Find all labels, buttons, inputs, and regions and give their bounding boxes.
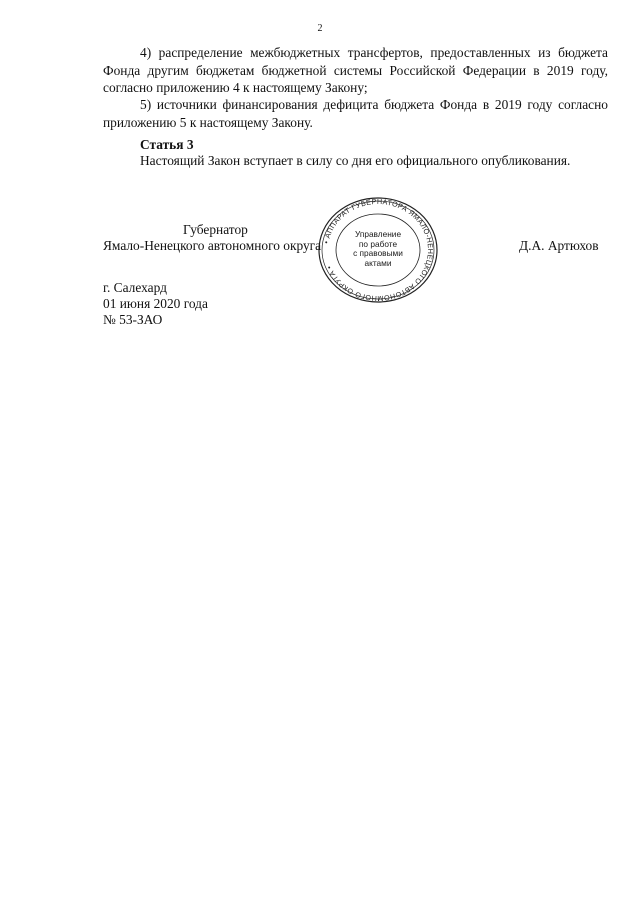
paragraph-5: 5) источники финансирования дефицита бюджета Фонда в 2019 году согласно приложению 5 к настоящему Закону. — [103, 97, 608, 130]
seal-inner-line: Управление — [354, 229, 402, 239]
paragraph-4: 4) распределение межбюджетных трансфертов, предоставленных из бюджета Фонда другим бюджетам бюджетной системы Российской Федерации в 2019 году, согласно приложению 4 к настоящему Закону; — [103, 45, 608, 95]
article-text: Настоящий Закон вступает в силу со дня его официального опубликования. — [140, 153, 571, 168]
article-heading: Статья 3 — [140, 137, 194, 152]
signatory-region: Ямало-Ненецкого автономного округа — [103, 238, 322, 253]
seal-inner-line: актами — [364, 257, 392, 268]
document-number: № 53-ЗАО — [103, 312, 163, 327]
page-number: 2 — [317, 23, 323, 34]
place-city: г. Салехард — [103, 280, 167, 295]
signatory-title: Губернатор — [183, 222, 248, 237]
official-seal — [317, 196, 439, 304]
seal-inner-text — [317, 230, 439, 268]
seal-inner-line: с правовыми — [353, 248, 403, 259]
seal-outer-text: • АППАРАТ ГУБЕРНАТОРА ЯМАЛО-НЕНЕЦКОГО АВТОНОМНОГО ОКРУГА • — [321, 196, 436, 304]
document-date: 01 июня 2020 года — [103, 296, 208, 311]
signatory-name: Д.А. Артюхов — [519, 238, 599, 253]
seal-inner-line: по работе — [358, 238, 398, 249]
